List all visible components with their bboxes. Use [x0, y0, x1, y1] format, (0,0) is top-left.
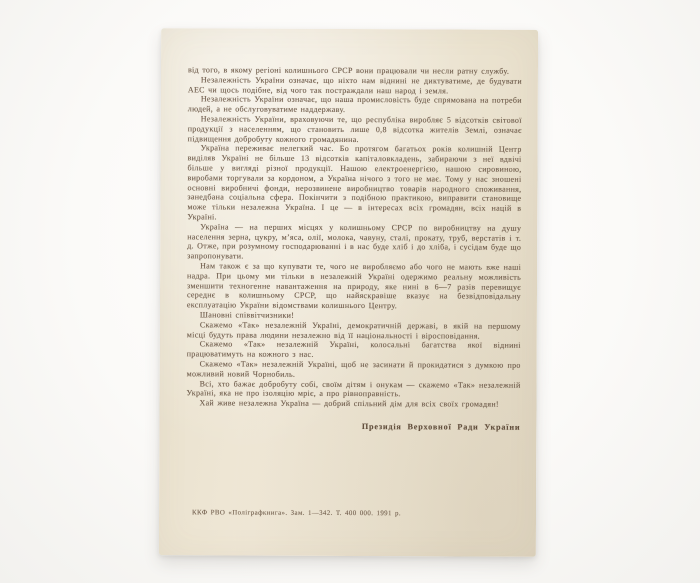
paragraph: Скажемо «Так» незалежній Україні, щоб не засинати й прокидатися з думкою про можливий новий Чорнобиль.: [186, 359, 521, 379]
paragraph: Незалежність України означає, що ніхто нам віднині не диктуватиме, де будувати АЕС чи щось подібне, від чого так постраждали наш народ і земля.: [187, 75, 522, 96]
paragraph: Скажемо «Так» незалежній Україні, демократичній державі, в якій на першому місці будуть права людини незалежно від її національності і віросповідання.: [186, 320, 521, 341]
paragraph: Україна — на перших місцях у колишньому СРСР по виробництву на душу населення зерна, цукру, м’яса, олії, молока, чавуну, сталі, прокату, труб, верстатів і т. д. Отже, при розумному господарюванні і в нас буде хліб і до хліба, і сусідам буде що запропонувати.: [187, 222, 522, 261]
imprint-line: ККФ РВО «Поліграфкнига». Зам. 1—342. Т. 400 000. 1991 р.: [192, 509, 401, 518]
paragraph: Шановні співвітчизники!: [199, 310, 295, 320]
paragraph: Всі, хто бажає добробуту собі, своїм дітям і онукам — скажемо «Так» незалежній Україні, яка не про ізоляцію мріє, а про рівноправність.: [186, 378, 521, 399]
paragraph: Незалежність України, враховуючи те, що республіка виробляє 5 відсотків світової продукції з населенням, що становить лише 0,8 відсотка жителів Землі, означає підвищення добробуту кожного громадянина.: [187, 114, 522, 144]
paragraph: від того, в якому регіоні колишнього СРСР вони працювали чи несли ратну службу.: [187, 65, 510, 76]
paragraph: Нам також є за що купувати те, чого не виробляємо або чого не мають вже наші надра. При цьому ми тільки в незалежній Україні одержимо реальну можливість зменшити техногенне навантаження на природу, яке нині в 6—7 разів перевищує середнє в колишньому СРСР, що найяскравіше вказує на безвідповідальну експлуатацію України відомствами колишнього Центру.: [186, 261, 522, 311]
leaflet-paper: [159, 28, 538, 557]
leaflet-text: [186, 65, 522, 432]
paragraph: Скажемо «Так» незалежній Україні, колосальні багатства якої віднині працюватимуть на кожного з нас.: [186, 339, 521, 359]
paragraph: Хай живе незалежна Україна — добрий спільний дім для всіх своїх громадян!: [199, 398, 499, 409]
paragraph: Незалежність України означає, що наша промисловість буде спрямована на потреби людей, а не обслуговуватиме наддержаву.: [187, 94, 522, 115]
signature-line: Президія Верховної Ради України: [361, 421, 521, 432]
paragraph: Україна переживає нелегкий час. Бо протягом багатьох років колишній Центр виділяв Україні не більше 13 відсотків капіталовкладень, забираючи з неї вдвічі більше у вигляді різної продукції. Нашою електроенергією, нашою сировиною, виробами торгували за кордоном, а Україна нічого з того не має. Тому у нас зношені основні виробничі фонди, нерозвинене виробництво товарів народного споживання, занедбана соціальна сфера. Покінчити з подібною практикою, виправити становище може тільки незалежна Україна. І це — в інтересах всіх громадян, всіх націй в Україні.: [187, 143, 522, 222]
